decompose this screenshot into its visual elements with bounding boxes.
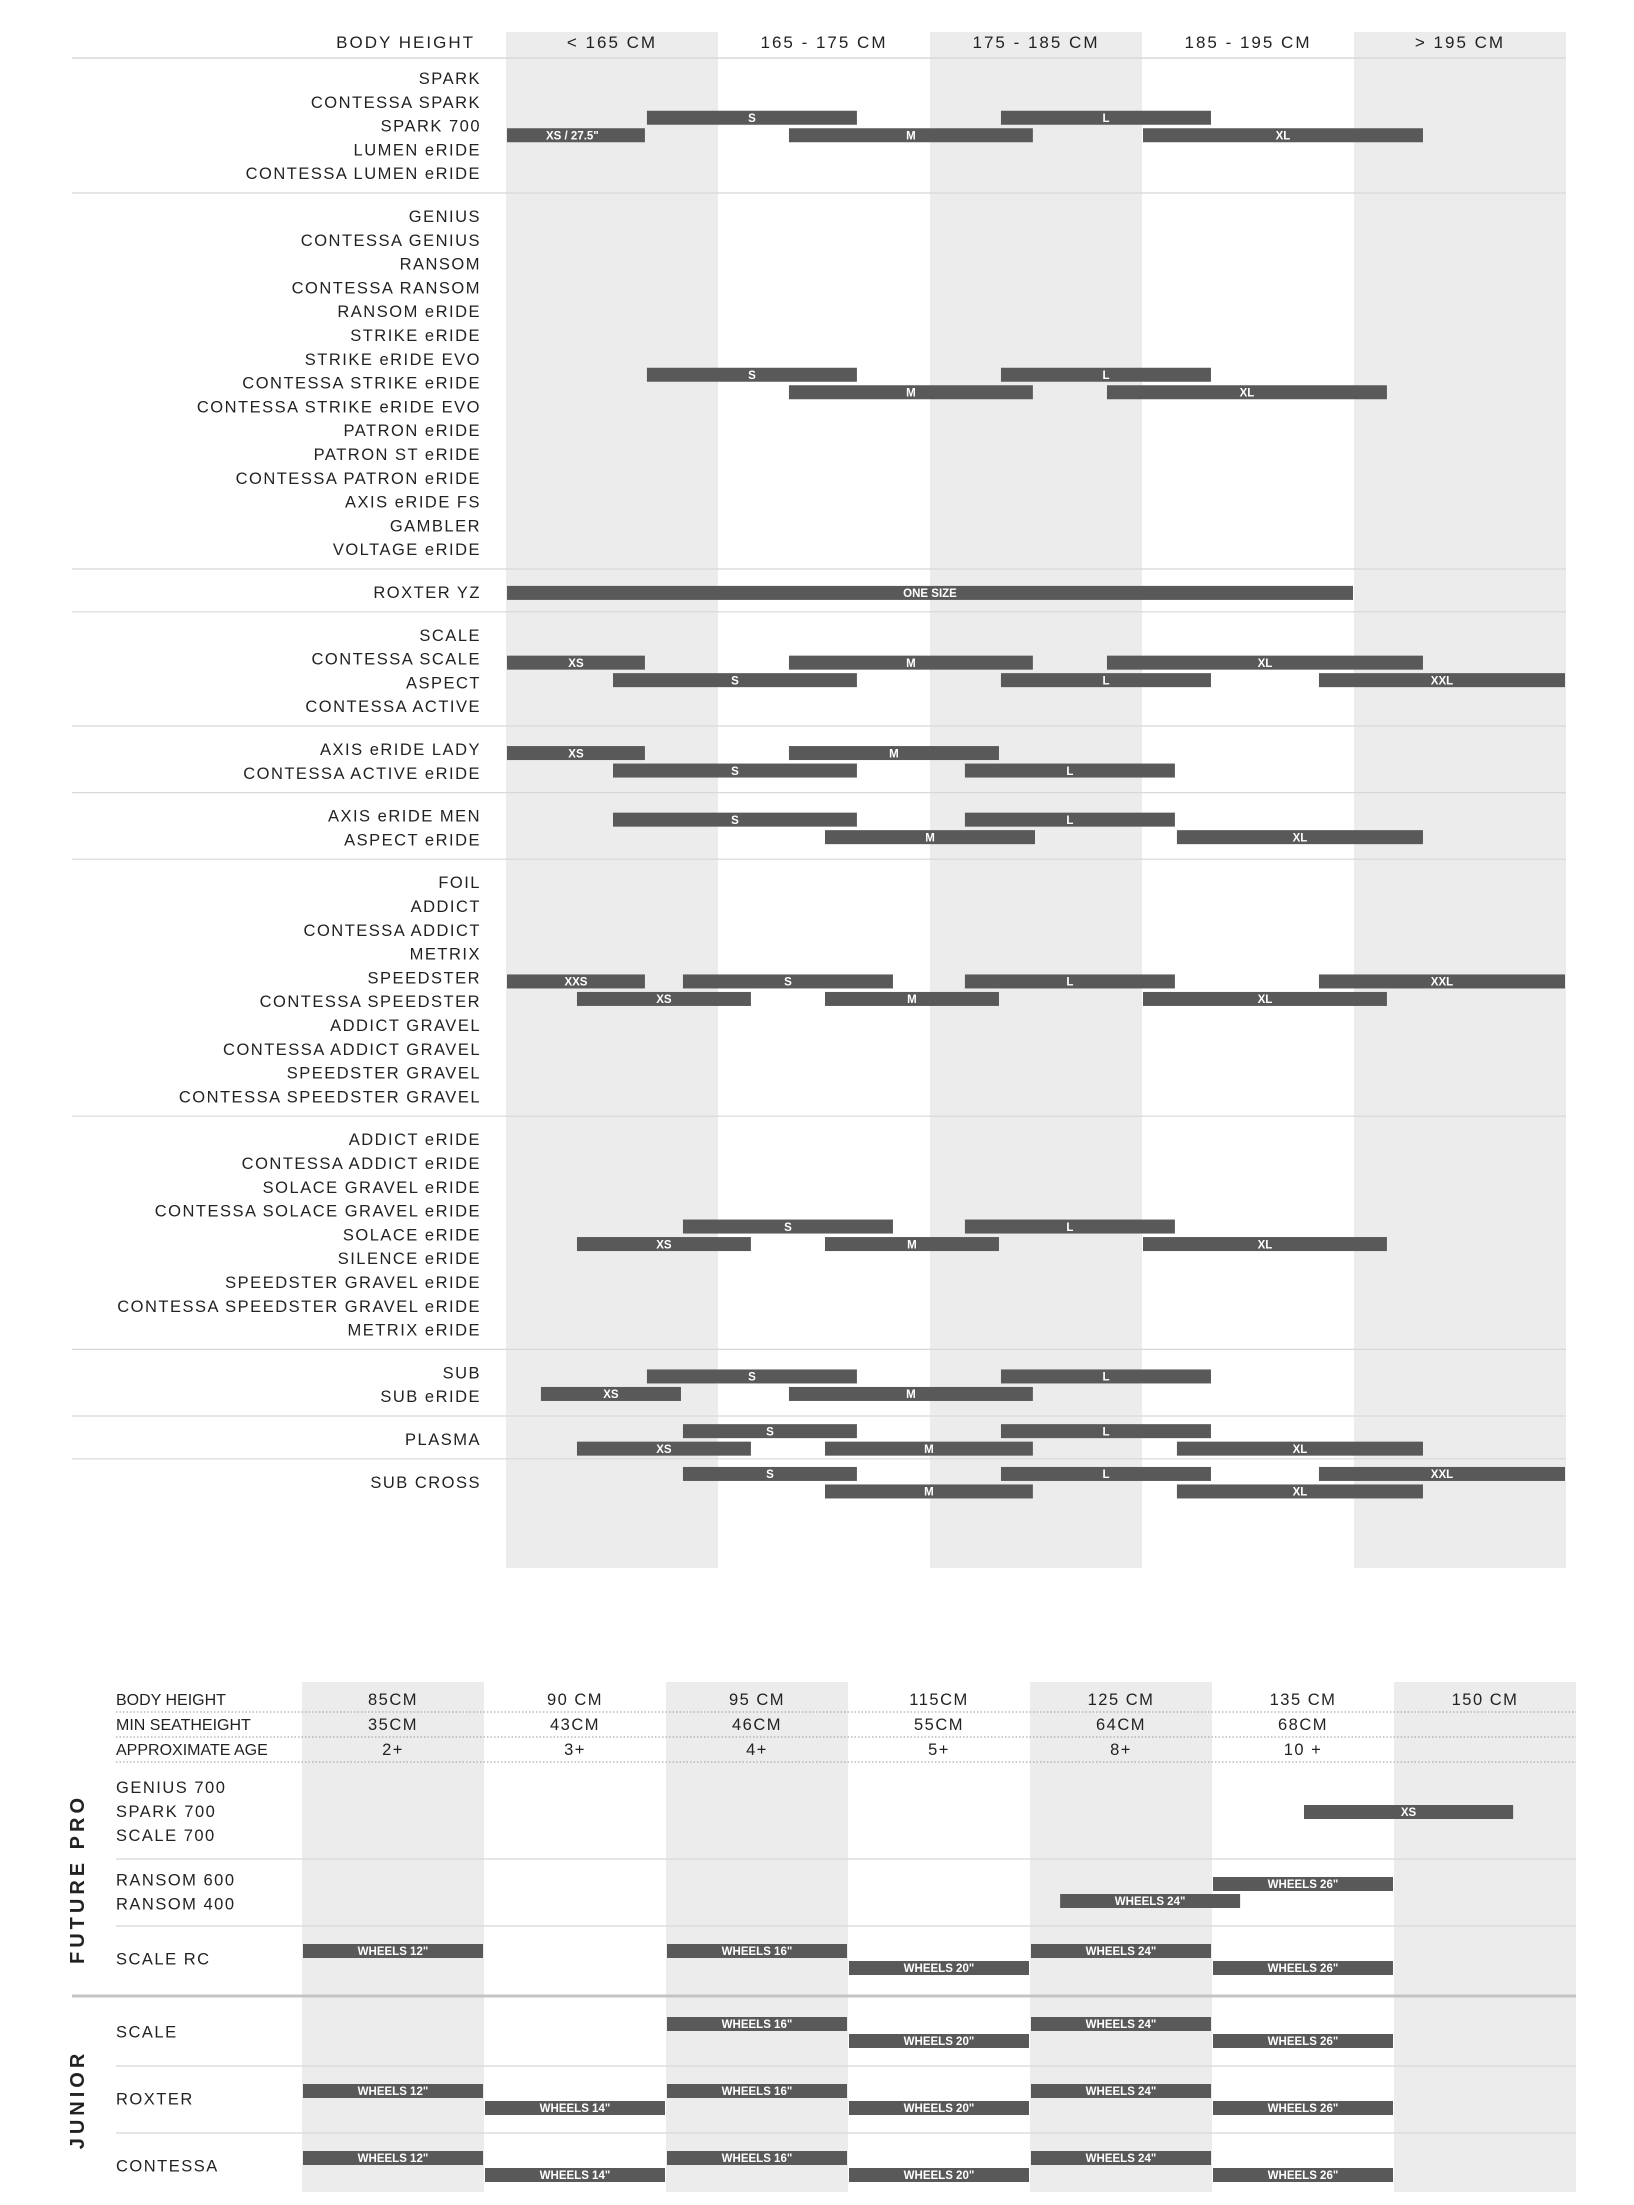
model-label: SUB CROSS [370,1473,481,1492]
column-header: 90 CM [546,1691,604,1709]
size-label: M [925,832,935,845]
model-label: AXIS eRIDE FS [345,493,481,512]
size-label: S [784,976,792,989]
column-header: 4+ [746,1741,768,1759]
size-label: XS [603,1389,619,1402]
size-label: L [1102,112,1110,125]
model-label: CONTESSA LUMEN eRIDE [245,165,481,184]
model-label: ASPECT [405,674,481,693]
size-label: WHEELS 24" [1085,2153,1157,2166]
size-label: ONE SIZE [903,588,957,601]
model-label: FOIL [438,874,481,893]
size-label: S [748,112,756,125]
size-label: M [906,657,916,670]
model-label: PATRON eRIDE [343,422,481,441]
model-label: PLASMA [405,1431,481,1449]
model-label: SOLACE eRIDE [342,1226,481,1245]
size-label: XL [1257,1239,1273,1252]
model-label: GENIUS 700 [116,1779,227,1797]
size-label: WHEELS 20" [903,2036,975,2049]
model-label: LUMEN eRIDE [353,141,481,160]
column-header: 43CM [549,1716,601,1734]
size-label: M [907,1239,917,1252]
column-header: 10 + [1283,1741,1323,1759]
size-label: WHEELS 24" [1085,1946,1157,1959]
model-label: RANSOM 400 [116,1895,236,1914]
size-label: XL [1257,657,1273,670]
column-header: 8+ [1110,1741,1132,1759]
model-label: CONTESSA SPEEDSTER [259,993,481,1012]
model-label: CONTESSA SPEEDSTER GRAVEL eRIDE [117,1297,481,1316]
size-label: S [731,765,739,778]
size-label: XXL [1430,976,1454,989]
column-header: 46CM [731,1716,783,1734]
size-label: S [748,369,756,382]
size-label: S [766,1426,774,1439]
column-header: 85CM [367,1691,419,1709]
model-label: SPARK [418,70,481,88]
model-label: CONTESSA SPARK [310,93,481,112]
column-header: 115CM [909,1691,969,1709]
column-header: 135 CM [1269,1691,1337,1709]
column-header: 35CM [367,1716,419,1734]
size-label: L [1066,1221,1074,1234]
model-label: RANSOM eRIDE [337,303,481,322]
size-label: XL [1275,130,1291,143]
model-label: ADDICT [410,898,481,916]
column-band [1394,1682,1576,2192]
model-label: SPEEDSTER GRAVEL eRIDE [225,1274,481,1292]
model-label: CONTESSA ACTIVE [305,698,481,717]
size-label: WHEELS 14" [539,2170,611,2183]
size-label: WHEELS 16" [721,2153,793,2166]
model-label: CONTESSA SCALE [311,650,481,669]
size-label: WHEELS 26" [1267,1879,1339,1892]
model-label: SCALE 700 [116,1827,216,1845]
column-header: 95 CM [728,1691,786,1709]
size-label: XS [568,657,584,670]
model-label: SPARK 700 [380,117,481,136]
size-label: XXS [564,976,588,989]
size-label: XS [568,748,584,761]
size-label: XXL [1430,1469,1454,1482]
size-label: WHEELS 12" [357,1946,429,1959]
header-label: BODY HEIGHT [336,33,475,52]
model-label: CONTESSA PATRON eRIDE [235,469,481,488]
model-label: SCALE RC [116,1950,211,1969]
size-label: L [1102,675,1110,688]
size-label: M [906,130,916,143]
column-band [506,32,718,1568]
model-label: PATRON ST eRIDE [313,446,481,464]
header-label: MIN SEATHEIGHT [116,1717,251,1734]
column-header: > 195 CM [1414,33,1506,52]
size-label: S [748,1371,756,1384]
model-label: METRIX eRIDE [347,1321,481,1340]
column-header: < 165 CM [566,33,658,52]
size-label: WHEELS 24" [1085,2086,1157,2099]
size-label: S [731,814,739,827]
column-header: 64CM [1095,1716,1147,1734]
size-label: WHEELS 26" [1267,2103,1339,2116]
size-label: XL [1292,1486,1308,1499]
size-label: WHEELS 16" [721,1946,793,1959]
size-label: XS [656,994,672,1007]
size-label: WHEELS 16" [721,2086,793,2099]
column-header: 185 - 195 CM [1184,33,1312,52]
size-label: WHEELS 12" [357,2153,429,2166]
size-label: WHEELS 20" [903,2170,975,2183]
model-label: AXIS eRIDE MEN [327,807,481,826]
model-label: SPARK 700 [116,1803,217,1821]
section-label: FUTURE PRO [67,1794,89,1964]
size-label: L [1102,1426,1110,1439]
size-label: L [1102,1371,1110,1384]
size-label: WHEELS 26" [1267,1963,1339,1976]
model-label: SCALE [116,2023,178,2042]
size-label: S [766,1469,774,1482]
size-label: XS [656,1443,672,1456]
size-label: L [1066,814,1074,827]
model-label: VOLTAGE eRIDE [332,541,481,560]
size-label: L [1066,976,1074,989]
model-label: CONTESSA GENIUS [300,231,481,250]
column-header: 150 CM [1451,1691,1519,1709]
model-label: AXIS eRIDE LADY [320,741,481,759]
model-label: SILENCE eRIDE [337,1250,481,1269]
model-label: CONTESSA ADDICT [303,921,481,940]
size-label: XL [1292,1443,1308,1456]
size-label: S [731,675,739,688]
model-label: STRIKE eRIDE EVO [304,350,481,369]
size-label: XS / 27.5" [546,130,599,143]
model-label: SPEEDSTER GRAVEL [286,1064,481,1083]
model-label: ROXTER [116,2090,194,2109]
model-label: SUB [442,1364,481,1383]
model-label: METRIX [409,945,481,964]
size-label: L [1102,1469,1110,1482]
column-header: 5+ [928,1741,950,1759]
model-label: RANSOM [399,255,481,274]
size-label: XS [656,1239,672,1252]
size-label: WHEELS 26" [1267,2170,1339,2183]
size-label: XS [1400,1807,1417,1820]
size-label: M [906,1389,916,1402]
size-label: M [907,994,917,1007]
column-header: 165 - 175 CM [760,33,888,52]
model-label: ADDICT GRAVEL [330,1017,481,1035]
model-label: CONTESSA ADDICT eRIDE [241,1155,481,1173]
size-label: L [1102,369,1110,382]
size-label: WHEELS 12" [357,2086,429,2099]
size-label: XL [1292,832,1308,845]
column-header: 125 CM [1087,1691,1155,1709]
model-label: GAMBLER [389,517,481,536]
size-label: WHEELS 20" [903,2103,975,2116]
size-label: M [924,1486,934,1499]
model-label: CONTESSA ACTIVE eRIDE [243,764,481,783]
size-label: M [906,387,916,400]
column-band [1354,32,1566,1568]
size-label: WHEELS 24" [1085,2019,1157,2032]
model-label: SUB eRIDE [380,1388,481,1407]
size-label: L [1066,765,1074,778]
header-label: BODY HEIGHT [116,1692,226,1709]
size-label: M [924,1443,934,1456]
column-header: 2+ [382,1741,404,1759]
model-label: GENIUS [408,208,481,226]
size-label: XL [1239,387,1255,400]
model-label: CONTESSA STRIKE eRIDE EVO [196,398,481,417]
model-label: CONTESSA [116,2157,219,2176]
size-label: WHEELS 14" [539,2103,611,2116]
size-label: M [889,748,899,761]
model-label: SPEEDSTER [367,969,481,988]
model-label: CONTESSA SOLACE GRAVEL eRIDE [154,1202,481,1221]
size-label: WHEELS 26" [1267,2036,1339,2049]
model-label: CONTESSA RANSOM [291,279,481,298]
size-label: XL [1257,994,1273,1007]
column-header: 3+ [564,1741,586,1759]
size-label: WHEELS 20" [903,1963,975,1976]
model-label: ASPECT eRIDE [344,831,481,850]
header-label: APPROXIMATE AGE [116,1742,268,1759]
column-header: 68CM [1277,1716,1329,1734]
model-label: ADDICT eRIDE [348,1131,481,1150]
column-header: 175 - 185 CM [972,33,1100,52]
column-header: 55CM [913,1716,965,1734]
size-label: WHEELS 24" [1114,1896,1186,1909]
model-label: CONTESSA ADDICT GRAVEL [223,1040,481,1059]
model-label: ROXTER YZ [373,584,481,602]
model-label: SCALE [419,626,481,645]
model-label: CONTESSA SPEEDSTER GRAVEL [178,1088,481,1107]
model-label: CONTESSA STRIKE eRIDE [242,374,481,393]
section-label: JUNIOR [67,2049,89,2150]
size-label: WHEELS 16" [721,2019,793,2032]
size-label: XXL [1430,675,1454,688]
model-label: SOLACE GRAVEL eRIDE [262,1178,481,1197]
column-band [930,32,1142,1568]
model-label: STRIKE eRIDE [350,327,481,345]
model-label: RANSOM 600 [116,1871,236,1890]
size-label: S [784,1221,792,1234]
